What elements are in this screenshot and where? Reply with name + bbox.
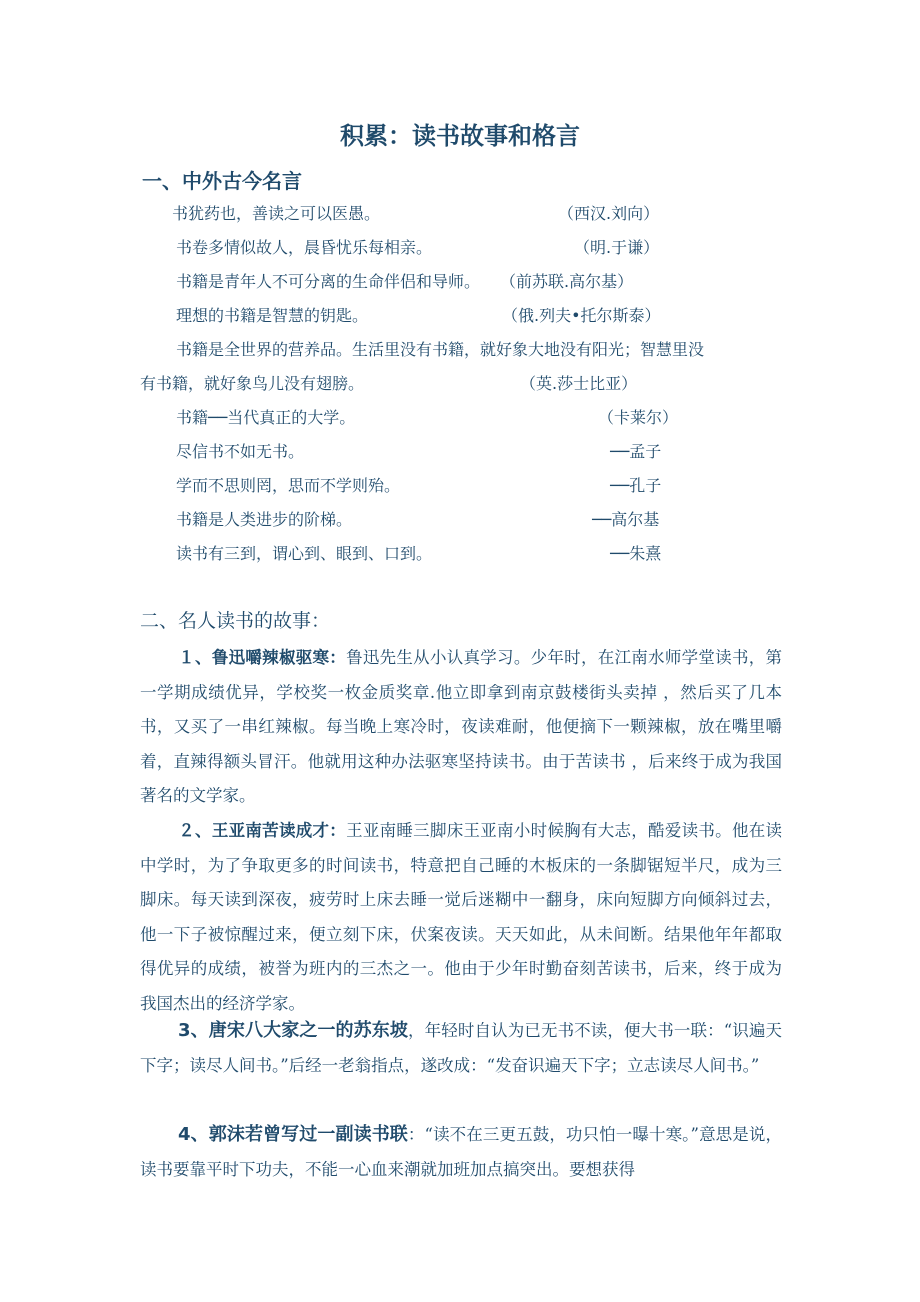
quote-source: （卡莱尔） bbox=[598, 408, 679, 427]
quote-text: 书卷多情似故人，晨昏忧乐每相亲。 bbox=[176, 238, 433, 257]
story-body: ，年轻时自认为已无书不读，便大书一联：“识遍天下字；读尽人间书。”后经一老翁指点，遂改成：“发奋识遍天下字；立志读尽人间书。” bbox=[140, 1021, 783, 1075]
quote-source: ──高尔基 bbox=[592, 510, 660, 529]
quote-text: 理想的书籍是智慧的钥匙。 bbox=[176, 306, 369, 325]
quote-source: ──孔子 bbox=[610, 476, 662, 495]
story-body: 鲁迅先生从小认真学习。少年时，在江南水师学堂读书，第一学期成绩优异，学校奖一枚金质奖章.他立即拿到南京鼓楼街头卖掉 ，然后买了几本书，又买了一串红辣椒。每当晚上寒冷时，夜读难耐，他便摘下一颗辣椒，放在嘴里嚼着，直辣得额头冒汗。他就用这种办法驱寒坚持读书。由于苦读书 ，后来终于成为我国著名的文学家。 bbox=[140, 648, 783, 806]
section-heading-stories: 二、名人读书的故事： bbox=[140, 610, 331, 632]
quote-source: （英.莎士比亚） bbox=[520, 374, 638, 393]
quote-text: 书籍──当代真正的大学。 bbox=[176, 408, 356, 427]
quote-source: （俄.列夫•托尔斯泰） bbox=[502, 306, 661, 325]
quote-text: 读书有三到，谓心到、眼到、口到。 bbox=[176, 544, 433, 563]
quote-source: （前苏联.高尔基） bbox=[500, 272, 634, 291]
story-lead: 4、郭沫若曾写过一副读书联 bbox=[178, 1124, 408, 1145]
page-title: 积累：读书故事和格言 bbox=[340, 122, 580, 150]
story-paragraph bbox=[140, 641, 782, 814]
quote-source: ──朱熹 bbox=[610, 544, 662, 563]
story-paragraph bbox=[140, 1014, 782, 1083]
section-heading-quotes: 一、中外古今名言 bbox=[142, 169, 302, 193]
quote-text: 学而不思则罔，思而不学则殆。 bbox=[176, 476, 401, 495]
quote-text: 尽信书不如无书。 bbox=[176, 442, 305, 461]
story-lead: １、鲁迅嚼辣椒驱寒： bbox=[178, 648, 347, 667]
story-body: ：“读不在三更五鼓，功只怕一曝十寒。”意思是说，读书要靠平时下功夫，不能一心血来潮就加班加点搞突出。要想获得 bbox=[140, 1125, 782, 1179]
story-lead: 3、唐宋八大家之一的苏东坡 bbox=[178, 1020, 409, 1041]
quote-text: 书籍是人类进步的阶梯。 bbox=[176, 510, 353, 529]
story-body: 王亚南睡三脚床王亚南小时候胸有大志，酷爱读书。他在读中学时，为了争取更多的时间读书，特意把自己睡的木板床的一条脚锯短半尺，成为三脚床。每天读到深夜，疲劳时上床去睡一觉后迷糊中一翻身，床向短脚方向倾斜过去，他一下子被惊醒过来，便立刻下床，伏案夜读。天天如此，从未间断。结果他年年都取得优异的成绩，被誉为班内的三杰之一。他由于少年时勤奋刻苦读书，后来，终于成为我国杰出的经济学家。 bbox=[140, 821, 783, 1013]
quote-text: 有书籍，就好象鸟儿没有翅膀。 bbox=[140, 374, 365, 393]
quote-text: 书籍是全世界的营养品。生活里没有书籍，就好象大地没有阳光；智慧里没 bbox=[176, 340, 705, 359]
quote-source: （西汉.刘向） bbox=[558, 204, 660, 223]
story-paragraph bbox=[140, 814, 782, 1022]
quote-text: 书籍是青年人不可分离的生命伴侣和导师。 bbox=[176, 272, 481, 291]
quote-source: ──孟子 bbox=[610, 442, 662, 461]
quote-source: （明.于谦） bbox=[574, 238, 660, 257]
quote-text: 书犹药也，善读之可以医愚。 bbox=[172, 204, 381, 223]
story-lead: ２、王亚南苦读成才： bbox=[178, 821, 347, 840]
story-paragraph bbox=[140, 1118, 782, 1187]
